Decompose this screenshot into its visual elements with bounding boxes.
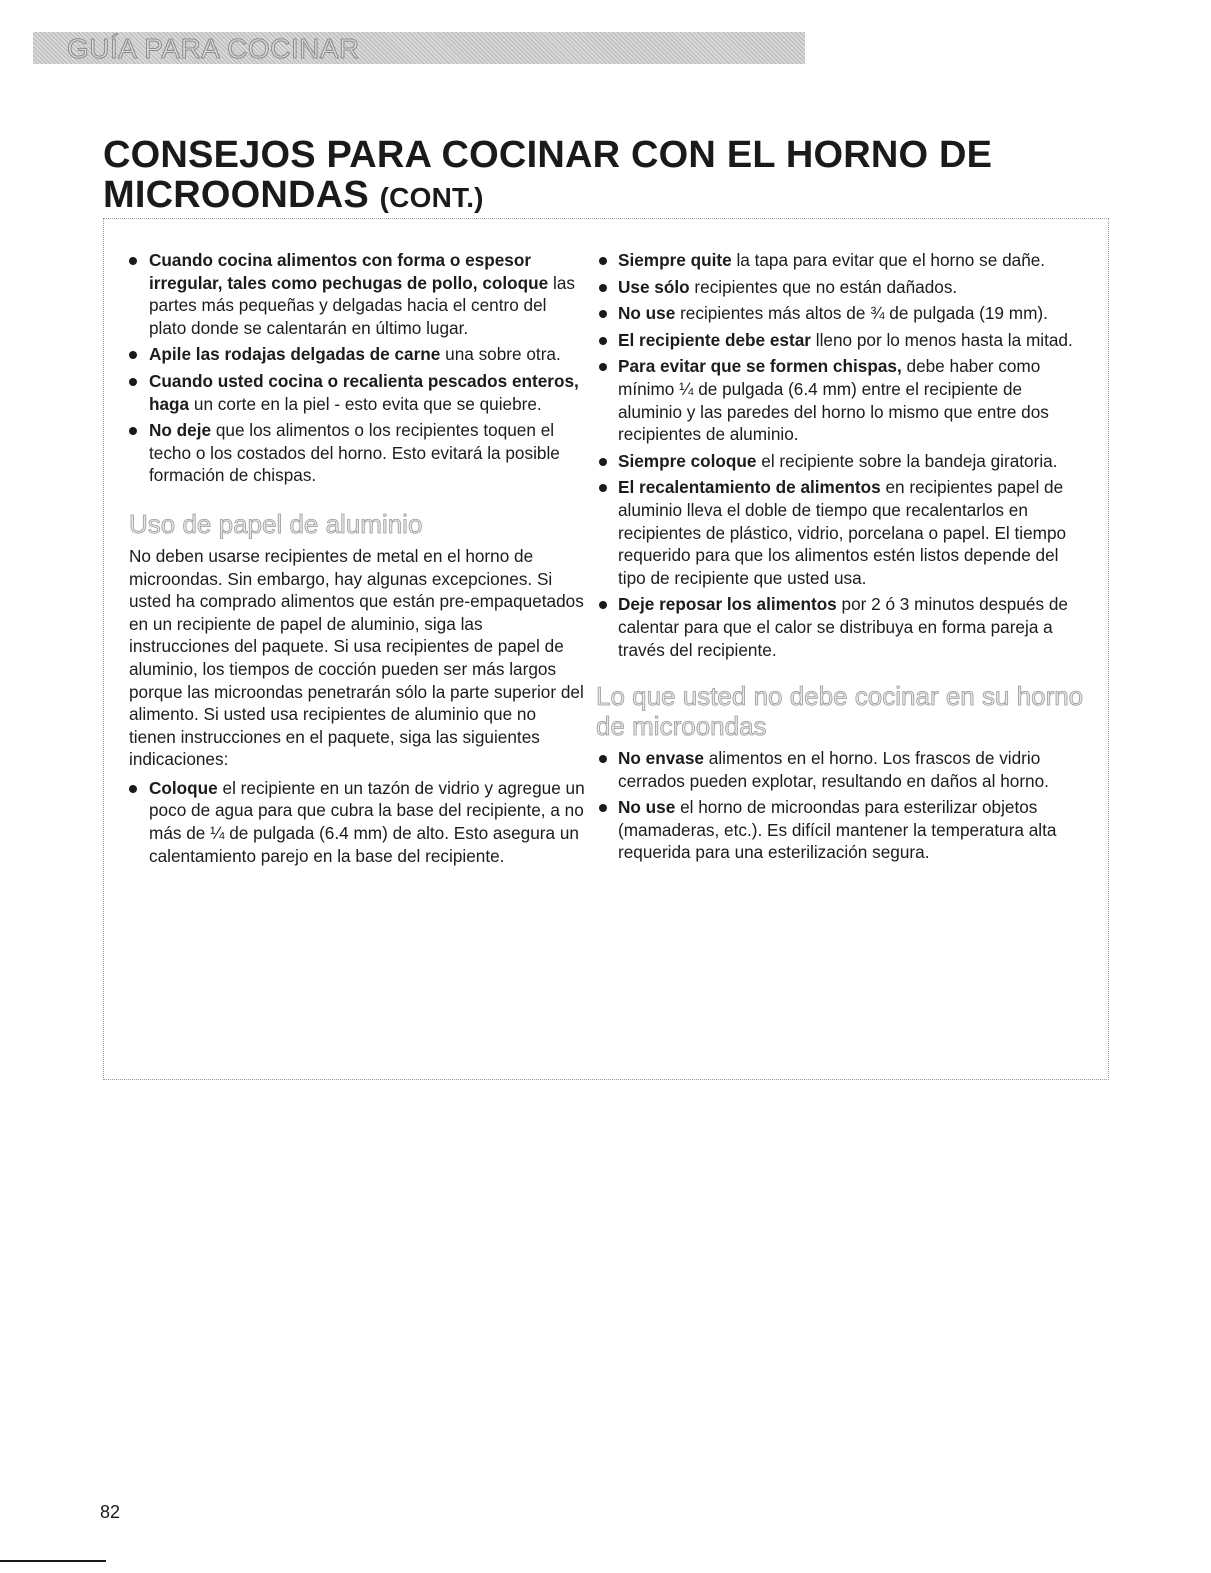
tip-text: una sobre otra. <box>440 344 561 365</box>
tip-bold: El recalentamiento de alimentos <box>618 477 881 498</box>
tip-text: las partes más pequeñas y delgadas hacia el centro del plato donde se calentarán en último lugar. <box>149 272 575 338</box>
tip-bold: Siempre coloque <box>618 450 757 471</box>
section-header-band <box>33 32 805 64</box>
list-item <box>115 343 587 366</box>
tips-list-right <box>596 249 1086 661</box>
tip-text: recipientes más altos de ¾ de pulgada (19 mm). <box>675 303 1048 324</box>
tip-bold: Apile las rodajas delgadas de carne <box>149 344 441 365</box>
bullet-icon <box>599 257 607 265</box>
tips-list-left <box>115 249 587 487</box>
tip-text: recipientes que no están dañados. <box>689 276 958 297</box>
bullet-icon <box>599 804 607 812</box>
dont-cook-list <box>596 747 1086 864</box>
foil-section-heading: Uso de papel de aluminio <box>129 508 423 539</box>
tip-bold: No use <box>618 797 676 818</box>
list-item <box>596 355 1086 445</box>
section-header-label: GUÍA PARA COCINAR <box>67 33 360 64</box>
bullet-icon <box>599 484 607 492</box>
tip-bold: Coloque <box>149 777 218 798</box>
tip-bold: Para evitar que se formen chispas, <box>618 356 902 377</box>
page-number: 82 <box>100 1502 121 1522</box>
list-item <box>115 777 587 867</box>
bullet-icon <box>599 363 607 371</box>
bullet-icon <box>129 351 137 359</box>
tip-text: que los alimentos o los recipientes toquen el techo o los costados del horno. Esto evitará la posible formación de chispas. <box>149 420 560 486</box>
list-item <box>596 593 1086 661</box>
bullet-icon <box>599 458 607 466</box>
tip-bold: No envase <box>618 748 704 769</box>
left-column <box>115 249 587 871</box>
list-item <box>596 249 1086 272</box>
bullet-icon <box>129 378 137 386</box>
foil-section-paragraph: No deben usarse recipientes de metal en el horno de microondas. Sin embargo, hay algunas excepciones. Si usted ha comprado alimentos que están pre-empaquetados en un recipiente de papel de aluminio, siga las instrucciones del paquete. Si usa recipientes de papel de aluminio, los tiempos de cocción pueden ser más largos porque las microondas penetrarán sólo la parte superior del alimento. Si usted usa recipientes de aluminio que no tienen instrucciones en el paquete, siga las siguientes indicaciones: <box>129 545 584 770</box>
tip-text: un corte en la piel - esto evita que se quiebre. <box>189 393 542 414</box>
bullet-icon <box>599 284 607 292</box>
tip-bold: No deje <box>149 420 212 441</box>
list-item <box>115 419 587 487</box>
tip-bold: Cuando cocina alimentos con forma o espesor irregular, tales como pechugas de pollo, coloque <box>149 250 549 293</box>
tip-bold: Siempre quite <box>618 250 732 270</box>
bullet-icon <box>599 310 607 318</box>
page-title-suffix: (CONT.) <box>379 182 484 213</box>
tip-bold: Use sólo <box>618 276 690 297</box>
tip-text: alimentos en el horno. Los frascos de vidrio cerrados pueden explotar, resultando en daños al horno. <box>618 748 1049 791</box>
list-item <box>596 329 1086 352</box>
footer-rule <box>0 1560 106 1562</box>
tip-text: el recipiente en un tazón de vidrio y agregue un poco de agua para que cubra la base del recipiente, a no más de ¼ de pulgada (6.4 mm) de alto. Esto asegura un calentamiento parejo en la base del recipiente. <box>149 777 585 866</box>
tip-bold: No use <box>618 303 676 324</box>
tip-bold: Cuando usted cocina o recalienta pescados enteros, haga <box>149 370 579 414</box>
list-item <box>115 370 587 415</box>
tip-text: debe haber como mínimo ¼ de pulgada (6.4 mm) entre el recipiente de aluminio y las paredes del horno lo mismo que entre dos recipientes de aluminio. <box>618 356 1049 445</box>
list-item <box>596 476 1086 589</box>
bullet-icon <box>599 601 607 609</box>
list-item <box>596 302 1086 325</box>
tip-text: en recipientes papel de aluminio lleva el doble de tiempo que recalentarlos en recipientes de plástico, vidrio, porcelana o papel. El tiempo requerido para que los alimentos estén listos depende del tipo de recipiente que usted usa. <box>618 477 1067 588</box>
tip-text: el recipiente sobre la bandeja giratoria. <box>756 450 1058 471</box>
right-column <box>596 249 1086 868</box>
tip-text: lleno por lo menos hasta la mitad. <box>810 329 1073 350</box>
list-item <box>596 796 1086 864</box>
bullet-icon <box>599 755 607 763</box>
tip-text: la tapa para evitar que el horno se dañe. <box>731 250 1046 270</box>
list-item <box>115 249 587 339</box>
list-item <box>596 747 1086 792</box>
page-title-main: CONSEJOS PARA COCINAR CON EL HORNO DE MICROONDAS <box>103 134 993 216</box>
bullet-icon <box>599 337 607 345</box>
list-item <box>596 276 1086 299</box>
bullet-icon <box>129 785 137 793</box>
tip-bold: Deje reposar los alimentos <box>618 594 837 615</box>
page-title <box>103 135 1211 218</box>
dont-cook-section-heading: Lo que usted no debe cocinar en su horno de microondas <box>596 681 1084 742</box>
tip-bold: El recipiente debe estar <box>618 329 811 350</box>
bullet-icon <box>129 427 137 435</box>
bullet-icon <box>129 257 137 265</box>
foil-list <box>115 777 587 867</box>
list-item <box>596 450 1086 473</box>
tip-text: el horno de microondas para esterilizar objetos (mamaderas, etc.). Es difícil mantener la temperatura alta requerida para una esterilización segura. <box>618 797 1057 863</box>
tip-text: por 2 ó 3 minutos después de calentar para que el calor se distribuya en forma pareja a través del recipiente. <box>618 594 1068 660</box>
